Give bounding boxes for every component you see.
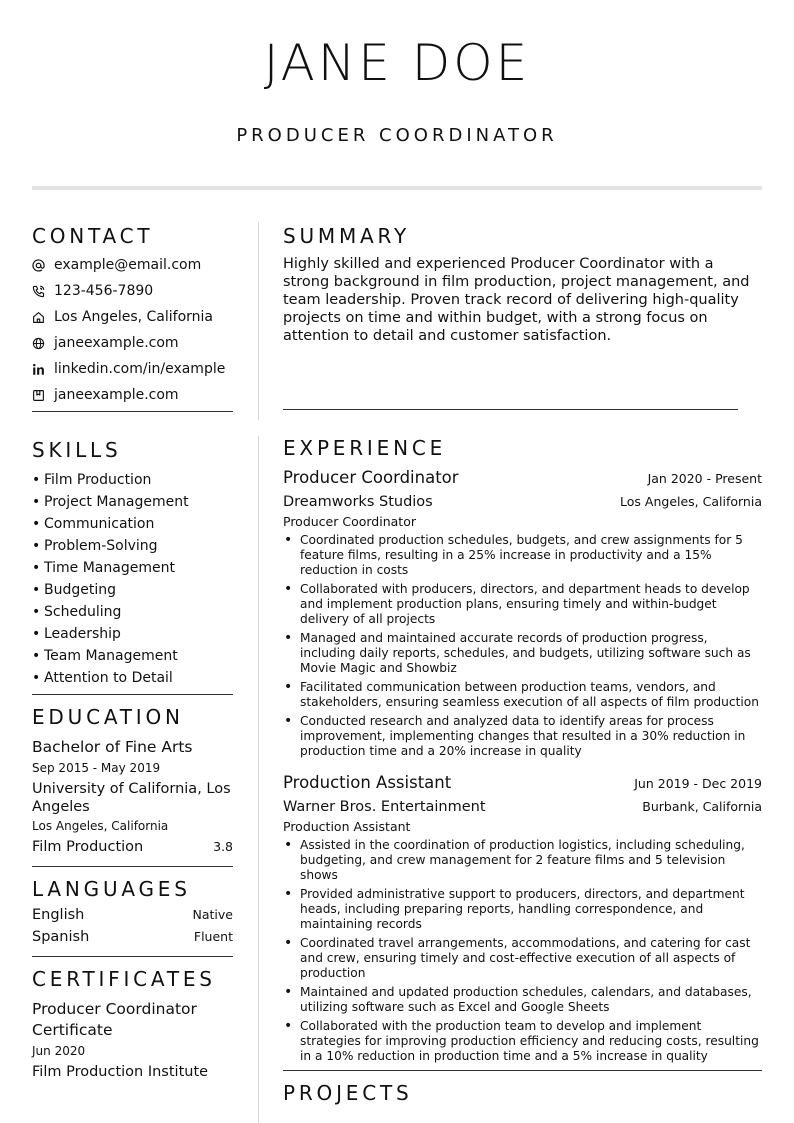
- job-company: Warner Bros. Entertainment: [283, 799, 486, 815]
- contact-location: [32, 304, 233, 330]
- skills-section: [32, 436, 233, 695]
- summary-divider: [283, 409, 738, 410]
- at-icon: [32, 258, 54, 272]
- contact-linkedin-text: linkedin.com/in/example: [54, 361, 226, 377]
- languages-list: [32, 904, 233, 948]
- languages-divider: [32, 956, 233, 957]
- skill-item: • Scheduling: [32, 604, 122, 620]
- column-divider-bottom: [258, 436, 259, 1123]
- bookmark-icon: [32, 388, 54, 402]
- contact-portfolio[interactable]: [32, 382, 233, 408]
- summary-section: [283, 222, 762, 410]
- contact-linkedin[interactable]: [32, 356, 233, 382]
- job-role: Producer Coordinator: [283, 514, 416, 529]
- skills-list: [32, 469, 233, 689]
- job-bullet: • Coordinated production schedules, budgets, and crew assignments for 5 feature films, resulting in a 25% increase in productivity and a 15% reduction in costs: [284, 532, 743, 577]
- skills-heading: SKILLS: [32, 438, 122, 462]
- language-row: [32, 926, 233, 948]
- language-name: English: [32, 907, 85, 923]
- language-level: Fluent: [193, 929, 233, 944]
- language-name: Spanish: [32, 929, 90, 945]
- job-title-heading: PRODUCER COORDINATOR: [236, 125, 558, 146]
- job-bullet: • Conducted research and analyzed data to identify areas for process improvement, implementing changes that resulted in a 30% reduction in production time and a 20% increase in quality: [284, 713, 746, 758]
- job-title: Producer Coordinator: [283, 468, 459, 487]
- left-column: [32, 222, 233, 1083]
- job-title: Production Assistant: [283, 773, 452, 792]
- contact-portfolio-text: janeexample.com: [54, 387, 179, 403]
- phone-icon: [32, 284, 54, 298]
- languages-section: [32, 875, 233, 957]
- contact-location-text: Los Angeles, California: [54, 309, 213, 325]
- candidate-name: JANE DOE: [263, 34, 531, 92]
- linkedin-icon: [32, 362, 54, 376]
- certificate-date: Jun 2020: [32, 1044, 86, 1058]
- job-bullets: [283, 533, 762, 759]
- education-degree: Bachelor of Fine Arts: [32, 738, 193, 756]
- job-bullet: • Coordinated travel arrangements, accommodations, and catering for cast and crew, ensuring timely and cost-effective execution of all aspects of production: [284, 935, 751, 980]
- job-bullet: • Maintained and updated production schedules, calendars, and databases, utilizing software such as Excel and Google Sheets: [284, 984, 752, 1014]
- education-field: Film Production: [32, 839, 144, 855]
- column-divider-top: [258, 222, 259, 420]
- home-icon: [32, 310, 54, 324]
- experience-heading: EXPERIENCE: [283, 436, 447, 460]
- experience-divider: [283, 1070, 762, 1071]
- contact-phone-text: 123-456-7890: [54, 283, 154, 299]
- skill-item: • Problem-Solving: [32, 538, 158, 554]
- certificates-heading: CERTIFICATES: [32, 967, 216, 991]
- skill-item: • Project Management: [32, 494, 189, 510]
- projects-section: [283, 1079, 762, 1107]
- education-field-row: [32, 837, 233, 858]
- job-role: Production Assistant: [283, 819, 411, 834]
- job-header-row: [283, 466, 762, 490]
- contact-email-text: example@email.com: [54, 257, 202, 273]
- contact-heading: CONTACT: [32, 224, 154, 248]
- experience-entry: [283, 466, 762, 759]
- job-bullets: [283, 838, 762, 1064]
- education-gpa: 3.8: [213, 839, 233, 854]
- job-location: Burbank, California: [642, 799, 762, 814]
- job-dates: Jan 2020 - Present: [647, 471, 762, 486]
- job-header-row: [283, 771, 762, 795]
- experience-section: [283, 434, 762, 1071]
- job-bullet: • Collaborated with the production team to develop and implement strategies for improving production efficiency and reducing costs, resulting in a 10% reduction in production time and a 5% increase in quality: [284, 1018, 759, 1063]
- education-location: Los Angeles, California: [32, 819, 169, 833]
- contact-email[interactable]: [32, 252, 233, 278]
- certificate-issuer: Film Production Institute: [32, 1064, 209, 1080]
- projects-heading: PROJECTS: [283, 1081, 413, 1105]
- language-level: Native: [192, 907, 233, 922]
- skills-divider: [32, 694, 233, 695]
- language-row: [32, 904, 233, 926]
- languages-heading: LANGUAGES: [32, 877, 191, 901]
- contact-divider: [32, 411, 233, 412]
- job-bullet: • Facilitated communication between production teams, vendors, and stakeholders, ensuring seamless execution of all aspects of film production: [284, 679, 759, 709]
- contact-phone[interactable]: [32, 278, 233, 304]
- skill-item: • Leadership: [32, 626, 121, 642]
- contact-website[interactable]: [32, 330, 233, 356]
- contact-section: [32, 222, 233, 412]
- skill-item: • Film Production: [32, 472, 152, 488]
- job-bullet: • Provided administrative support to producers, directors, and department heads, including preparing reports, handling correspondence, and maintaining records: [284, 886, 745, 931]
- globe-icon: [32, 336, 54, 350]
- experience-entry: [283, 771, 762, 1064]
- education-dates: Sep 2015 - May 2019: [32, 761, 161, 775]
- skill-item: • Team Management: [32, 648, 178, 664]
- certificates-section: [32, 965, 233, 1083]
- contact-website-text: janeexample.com: [54, 335, 179, 351]
- job-bullet: • Managed and maintained accurate records of production progress, including daily reports, schedules, and budgets, utilizing software such as Movie Magic and Showbiz: [284, 630, 751, 675]
- skill-item: • Budgeting: [32, 582, 117, 598]
- contact-list: [32, 252, 233, 408]
- skill-item: • Communication: [32, 516, 155, 532]
- summary-text: Highly skilled and experienced Producer Coordinator with a strong background in film production, project management, and team leadership. Proven track record of delivering high-quality projects on time and within budget, with a strong focus on attention to detail and customer satisfaction.: [283, 256, 750, 344]
- right-column: [283, 222, 762, 1107]
- job-company-row: [283, 795, 762, 819]
- education-divider: [32, 866, 233, 867]
- education-section: [32, 703, 233, 867]
- summary-heading: SUMMARY: [283, 224, 410, 248]
- skill-item: • Attention to Detail: [32, 670, 173, 686]
- job-bullet: • Assisted in the coordination of production logistics, including scheduling, budgeting, and crew management for 2 feature films and 5 television shows: [284, 837, 745, 882]
- job-bullet: • Collaborated with producers, directors, and department heads to develop and implement production plans, ensuring timely and within-budget delivery of all projects: [284, 581, 750, 626]
- job-company-row: [283, 490, 762, 514]
- education-school: University of California, Los Angeles: [32, 781, 231, 815]
- job-company: Dreamworks Studios: [283, 494, 433, 510]
- education-heading: EDUCATION: [32, 705, 184, 729]
- job-location: Los Angeles, California: [620, 494, 762, 509]
- job-dates: Jun 2019 - Dec 2019: [634, 776, 762, 791]
- certificate-name: Producer Coordinator Certificate: [32, 1000, 197, 1039]
- header-divider: [32, 186, 762, 190]
- skill-item: • Time Management: [32, 560, 175, 576]
